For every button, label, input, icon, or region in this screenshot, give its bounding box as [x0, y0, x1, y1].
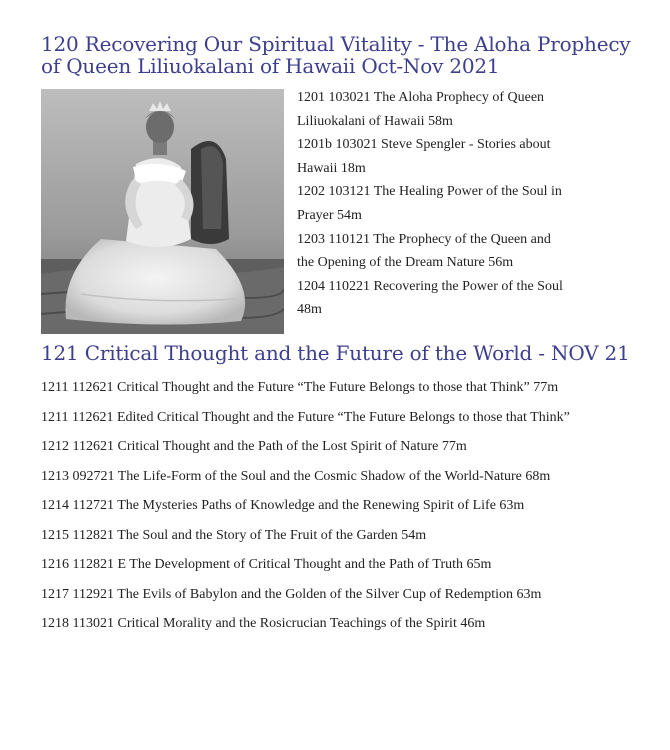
list-item[interactable]: 1214 112721 The Mysteries Paths of Knowledge and the Renewing Spirit of Life 63m [41, 498, 525, 513]
list-item[interactable]: 1218 113021 Critical Morality and the Rosicrucian Teachings of the Spirit 46m [41, 616, 486, 631]
queen-liliuokalani-photo [41, 89, 284, 334]
section-121-list [41, 373, 661, 639]
section-120-title: 120 Recovering Our Spiritual Vitality - The Aloha Prophecy of Queen Liliuokalani of Hawaii Oct-Nov 2021 [41, 32, 631, 78]
list-item[interactable]: 1216 112821 E The Development of Critical Thought and the Path of Truth 65m [41, 557, 492, 572]
list-item[interactable]: 1215 112821 The Soul and the Story of The Fruit of the Garden 54m [41, 527, 427, 543]
section-120-list [297, 86, 567, 322]
list-item[interactable]: 1212 112621 Critical Thought and the Path of the Lost Spirit of Nature 77m [41, 439, 467, 454]
list-item[interactable]: 1211 112621 Edited Critical Thought and the Future “The Future Belongs to those that Think” [41, 409, 570, 425]
list-item[interactable]: 1217 112921 The Evils of Babylon and the Golden of the Silver Cup of Redemption 63m [41, 586, 542, 602]
section-121-title: 121 Critical Thought and the Future of the World - NOV 21 [41, 341, 630, 365]
list-item[interactable]: 1211 112621 Critical Thought and the Future “The Future Belongs to those that Think” 77m [41, 380, 559, 395]
list-item[interactable]: 1202 103121 The Healing Power of the Soul in Prayer 54m [297, 184, 562, 223]
list-item[interactable]: 1201b 103021 Steve Spengler - Stories about Hawaii 18m [297, 137, 551, 176]
list-item[interactable]: 1213 092721 The Life-Form of the Soul and the Cosmic Shadow of the World-Nature 68m [41, 468, 551, 484]
list-item[interactable]: 1203 110121 The Prophecy of the Queen and the Opening of the Dream Nature 56m [297, 231, 551, 271]
list-item[interactable]: 1204 110221 Recovering the Power of the Soul 48m [297, 278, 563, 318]
list-item[interactable]: 1201 103021 The Aloha Prophecy of Queen Liliuokalani of Hawaii 58m [297, 90, 545, 129]
